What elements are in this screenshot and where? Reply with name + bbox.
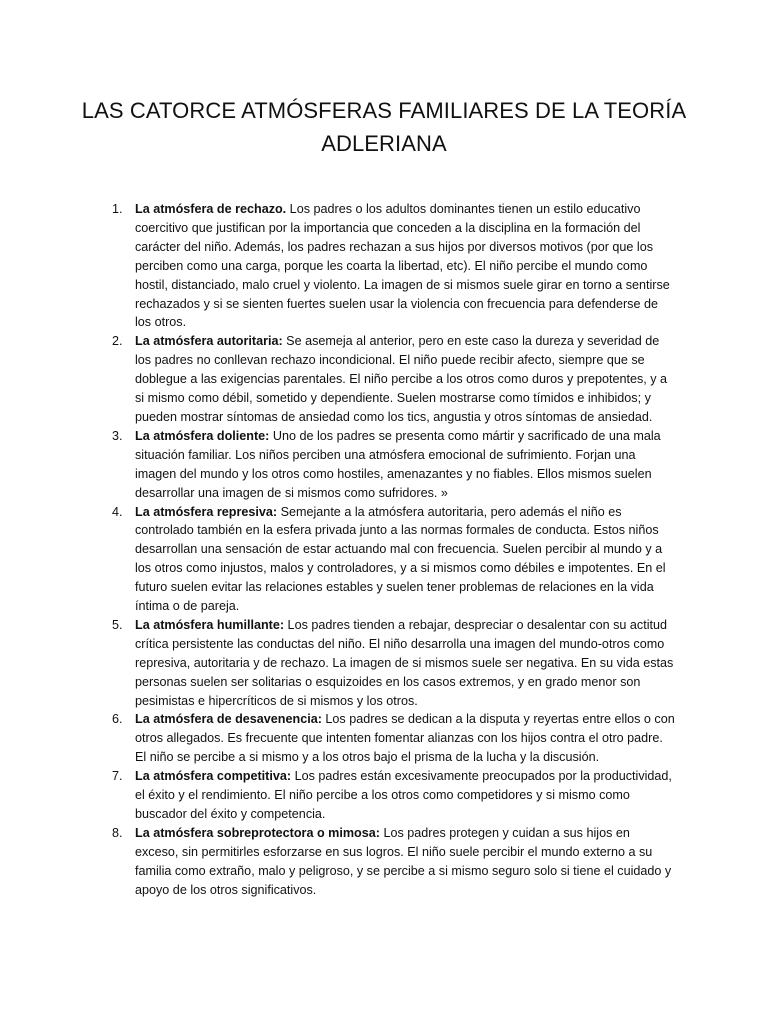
list-item xyxy=(0,767,675,824)
list-item xyxy=(0,503,675,616)
list-item xyxy=(0,200,675,332)
list-item xyxy=(0,824,675,900)
document-title: LAS CATORCE ATMÓSFERAS FAMILIARES DE LA TEORÍA ADLERIANA xyxy=(81,98,687,156)
list-item-number: 6. xyxy=(112,712,123,727)
list-item xyxy=(0,710,675,767)
list-item-term: La atmósfera competitiva: xyxy=(135,769,292,784)
list-item-text: Los padres tienden a rebajar, despreciar o desalentar con su actitud crítica persistente las conductas del niño. El niño desarrolla una imagen del mundo-otros como represiva, autoritaria y de rechazo. La imagen de si mismos suele ser negativa. En su vida estas personas suelen ser solitarias o esquizoides en los casos extremos, y en grado menor son pesimistas e hipercríticos de si mismos y los otros. xyxy=(135,617,674,708)
list-item xyxy=(0,616,675,711)
list-item-text: Uno de los padres se presenta como mártir y sacrificado de una mala situación familiar. Los niños perciben una atmósfera emocional de sufrimiento. Forjan una imagen del mundo y los otros como hostiles, amenazantes y no fiables. Ellos mismos suelen desarrollar una imagen de si mismos como sufridores. » xyxy=(135,428,661,500)
list-item-text: Los padres protegen y cuidan a sus hijos en exceso, sin permitirles esforzarse en sus logros. El niño suele percibir el mundo externo a su familia como extraño, malo y peligroso, y se percibe a si mismo seguro solo si tiene el cuidado y apoyo de los otros significativos. xyxy=(135,825,672,897)
list-item-text: Se asemeja al anterior, pero en este caso la dureza y severidad de los padres no conllevan rechazo incondicional. El niño puede recibir afecto, siempre que se doblegue a las exigencias parentales. El niño percibe a los otros como duros y prepotentes, y a si mismo como débil, sometido y dependiente. Suelen mostrarse como tímidos e inhibidos; y pueden mostrar síntomas de ansiedad como los tics, angustia y otros síntomas de ansiedad. xyxy=(135,334,668,424)
list-item xyxy=(0,427,675,503)
list-item-number: 4. xyxy=(112,504,123,519)
list-item-number: 3. xyxy=(112,428,123,443)
list-item-term: La atmósfera sobreprotectora o mimosa: xyxy=(135,825,380,840)
list-item-number: 8. xyxy=(112,825,123,840)
list-item-text: Los padres o los adultos dominantes tienen un estilo educativo coercitivo que justifican por la importancia que conceden a la disciplina en la formación del carácter del niño. Además, los padres rechazan a sus hijos por diversos motivos (por que los perciben como una carga, porque les coarta la libertad, etc). El niño percibe el mundo como hostil, distanciado, malo cruel y violento. La imagen de si mismos suele girar en torno a sentirse rechazados y si se sienten fuertes suelen usar la violencia con frecuencia para defenderse de los otros. xyxy=(135,202,670,330)
list-item-number: 2. xyxy=(112,334,123,349)
list-item-number: 1. xyxy=(112,202,123,216)
list-item-term: La atmósfera represiva: xyxy=(135,504,278,519)
list-item-number: 7. xyxy=(112,769,123,784)
list-item-text: Los padres están excesivamente preocupados por la productividad, el éxito y el rendimiento. El niño percibe a los otros como competidores y si mismo como buscador del éxito y competencia. xyxy=(135,769,672,821)
atmosphere-list xyxy=(0,200,768,900)
list-item-term: La atmósfera de desavenencia: xyxy=(135,712,322,727)
list-item-text: Los padres se dedican a la disputa y reyertas entre ellos o con otros allegados. Es frecuente que intenten fomentar alianzas con los hijos contra el otro padre. El niño se percibe a si mismo y a los otros bajo el prisma de la lucha y la discusión. xyxy=(135,712,675,765)
list-item-term: La atmósfera humillante: xyxy=(135,617,285,632)
list-item-term: La atmósfera de rechazo. xyxy=(135,202,287,216)
list-item-term: La atmósfera autoritaria: xyxy=(135,334,283,349)
list-item-text: Semejante a la atmósfera autoritaria, pero además el niño es controlado también en la esfera privada junto a las normas formales de conducta. Estos niños desarrollan una sensación de estar actuando mal con frecuencia. Suelen percibir al mundo y a los otros como injustos, malos y controladores, y a si mismos como débiles e impotentes. En el futuro suelen evitar las relaciones estables y suelen tener problemas de relaciones en la vida íntima o de pareja. xyxy=(135,504,666,614)
list-item-number: 5. xyxy=(112,617,123,632)
list-item xyxy=(0,332,675,427)
list-item-term: La atmósfera doliente: xyxy=(135,428,270,443)
